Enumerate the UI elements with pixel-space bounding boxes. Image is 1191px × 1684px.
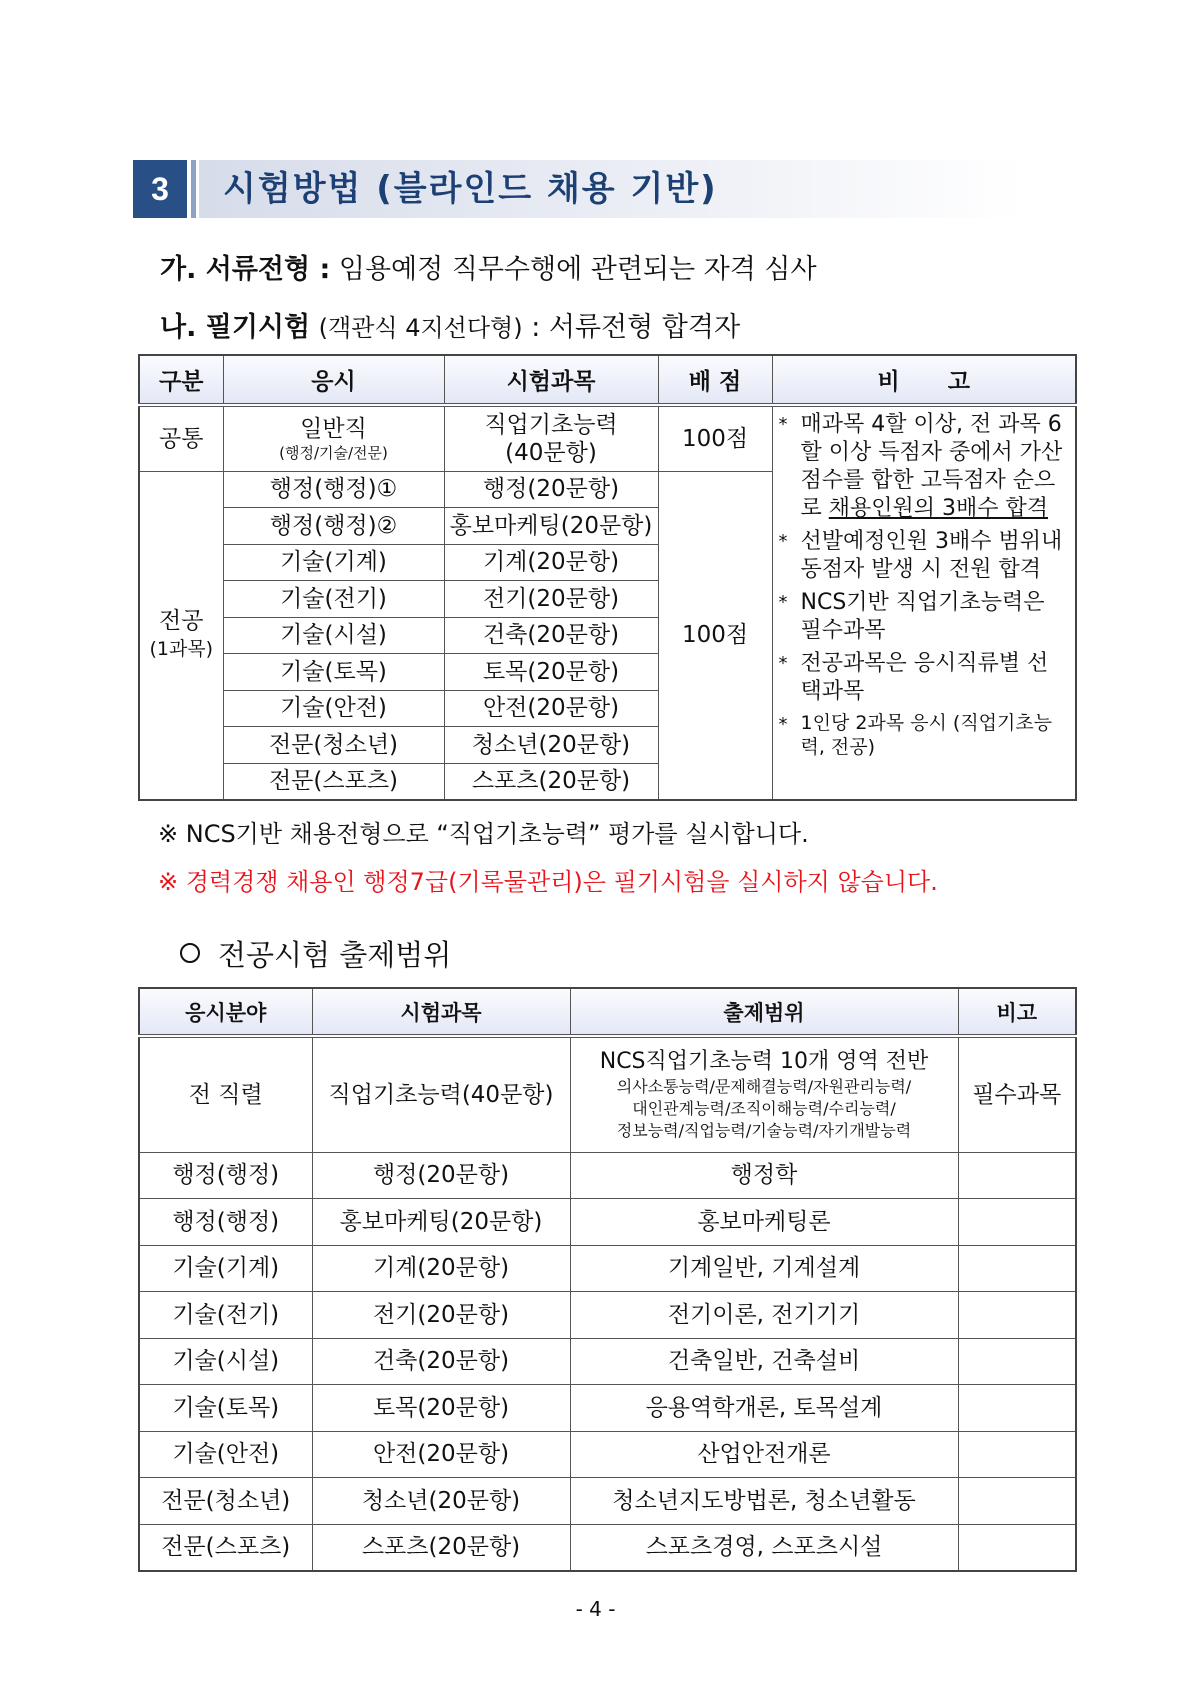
header-apply: 응시	[223, 355, 444, 405]
subject-cell: 안전(20문항)	[312, 1431, 570, 1478]
apply-cell: 행정(행정)①	[223, 471, 444, 508]
field-cell: 기술(토목)	[139, 1385, 312, 1432]
subject-cell: 스포츠(20문항)	[444, 763, 658, 800]
field-cell: 기술(시설)	[139, 1338, 312, 1385]
header-note: 비고	[958, 988, 1076, 1036]
apply-cell	[223, 405, 444, 471]
subject-subtext: (40문항)	[505, 439, 597, 466]
note-cell	[958, 1338, 1076, 1385]
apply-cell: 행정(행정)②	[223, 508, 444, 545]
category-text: 전공	[159, 608, 204, 634]
header-field: 응시분야	[139, 988, 312, 1036]
remark-exemption: ※ 경력경쟁 채용인 행정7급(기록물관리)은 필기시험을 실시하지 않습니다.	[158, 868, 938, 896]
note-text: 전공과목은 응시직류별 선택과목	[800, 651, 1049, 704]
note-text: 1인당 2과목 응시 (직업기초능력, 전공)	[800, 712, 1053, 758]
score-cell: 100점	[658, 471, 772, 800]
range-line: 의사소통능력/문제해결능력/자원관리능력/	[616, 1076, 912, 1096]
apply-subtext: (행정/기술/전문)	[279, 443, 388, 462]
subject-cell	[444, 405, 658, 471]
subject-cell: 행정(20문항)	[444, 471, 658, 508]
table-header-row	[139, 988, 1076, 1036]
note-cell	[958, 1152, 1076, 1199]
range-cell: 전기이론, 전기기기	[570, 1292, 958, 1339]
range-cell: 청소년지도방법론, 청소년활동	[570, 1478, 958, 1525]
document-screening-label: 가. 서류전형 :	[160, 254, 331, 285]
note-cell	[958, 1431, 1076, 1478]
table-row	[139, 1245, 1076, 1292]
apply-text: 일반직	[300, 415, 367, 442]
header-score: 배 점	[658, 355, 772, 405]
sub-heading	[180, 935, 451, 975]
table-row	[139, 1199, 1076, 1246]
apply-cell: 전문(스포츠)	[223, 763, 444, 800]
header-subject: 시험과목	[312, 988, 570, 1036]
written-exam-line	[160, 310, 740, 346]
field-cell: 전 직렬	[139, 1036, 312, 1152]
table-row	[139, 1338, 1076, 1385]
note-text: 선발예정인원 3배수 범위내 동점자 발생 시 전원 합격	[800, 529, 1063, 582]
section-divider	[191, 160, 196, 218]
range-cell: 기계일반, 기계설계	[570, 1245, 958, 1292]
note-item	[779, 589, 1070, 645]
remark-ncs: ※ NCS기반 채용전형으로 “직업기초능력” 평가를 실시합니다.	[158, 820, 809, 848]
document-screening-line	[160, 252, 817, 288]
subject-cell: 전기(20문항)	[444, 581, 658, 618]
range-cell: 스포츠경영, 스포츠시설	[570, 1524, 958, 1571]
subject-cell: 전기(20문항)	[312, 1292, 570, 1339]
note-item	[779, 650, 1070, 706]
subject-cell: 홍보마케팅(20문항)	[444, 508, 658, 545]
note-bullet: *	[778, 531, 788, 552]
apply-cell: 전문(청소년)	[223, 727, 444, 764]
note-underlined-text: 채용인원의 3배수 합격	[828, 496, 1049, 521]
note-cell	[958, 1245, 1076, 1292]
header-category: 구분	[139, 355, 223, 405]
table-row	[139, 1152, 1076, 1199]
note-item	[779, 711, 1070, 759]
table-row	[139, 405, 1076, 471]
subject-cell: 청소년(20문항)	[444, 727, 658, 764]
section-number: 3	[133, 160, 187, 218]
table-row	[139, 1478, 1076, 1525]
note-text: 매과목 4할 이상, 전 과목 6할 이상 득점자 중에서 가산점수를 합한 고득점자 순으로	[800, 412, 1063, 521]
note-cell	[958, 1292, 1076, 1339]
header-subject: 시험과목	[444, 355, 658, 405]
circle-bullet-icon	[180, 943, 200, 963]
note-cell	[958, 1199, 1076, 1246]
range-cell: 행정학	[570, 1152, 958, 1199]
apply-cell: 기술(시설)	[223, 617, 444, 654]
subject-cell: 건축(20문항)	[312, 1338, 570, 1385]
table-row	[139, 1431, 1076, 1478]
table-header-row	[139, 355, 1076, 405]
field-cell: 행정(행정)	[139, 1152, 312, 1199]
note-cell	[958, 1524, 1076, 1571]
field-cell: 기술(안전)	[139, 1431, 312, 1478]
category-subtext: (1과목)	[149, 638, 214, 660]
notes-cell	[772, 405, 1076, 800]
table-row	[139, 1385, 1076, 1432]
section-title: 시험방법 (블라인드 채용 기반)	[223, 169, 718, 209]
note-cell	[958, 1478, 1076, 1525]
subject-cell: 행정(20문항)	[312, 1152, 570, 1199]
note-cell	[958, 1385, 1076, 1432]
subject-text: 직업기초능력	[484, 411, 618, 438]
note-item	[779, 528, 1070, 584]
field-cell: 행정(행정)	[139, 1199, 312, 1246]
note-item	[779, 411, 1070, 523]
exam-scope-table	[138, 987, 1077, 1572]
subject-cell: 기계(20문항)	[312, 1245, 570, 1292]
field-cell: 기술(기계)	[139, 1245, 312, 1292]
note-cell: 필수과목	[958, 1036, 1076, 1152]
table-row	[139, 1036, 1076, 1152]
written-exam-type: (객관식 4지선다형)	[318, 314, 523, 342]
range-cell: 홍보마케팅론	[570, 1199, 958, 1246]
header-note: 비 고	[772, 355, 1076, 405]
apply-cell: 기술(전기)	[223, 581, 444, 618]
page-number: - 4 -	[575, 1597, 616, 1621]
table-row	[139, 1524, 1076, 1571]
field-cell: 기술(전기)	[139, 1292, 312, 1339]
apply-cell: 기술(기계)	[223, 544, 444, 581]
range-cell	[570, 1036, 958, 1152]
category-cell	[139, 471, 223, 800]
subject-cell: 청소년(20문항)	[312, 1478, 570, 1525]
written-exam-table	[138, 354, 1077, 801]
note-bullet: *	[778, 653, 788, 674]
subject-cell: 토목(20문항)	[444, 654, 658, 691]
apply-cell: 기술(토목)	[223, 654, 444, 691]
range-cell: 응용역학개론, 토목설계	[570, 1385, 958, 1432]
subject-cell: 기계(20문항)	[444, 544, 658, 581]
range-main: NCS직업기초능력 10개 영역 전반	[599, 1048, 929, 1074]
field-cell: 전문(청소년)	[139, 1478, 312, 1525]
written-exam-target: : 서류전형 합격자	[531, 312, 741, 343]
note-bullet: *	[778, 714, 788, 735]
note-bullet: *	[778, 414, 788, 435]
subject-cell: 안전(20문항)	[444, 690, 658, 727]
range-line: 정보능력/직업능력/기술능력/자기개발능력	[616, 1120, 912, 1140]
field-cell: 전문(스포츠)	[139, 1524, 312, 1571]
header-range: 출제범위	[570, 988, 958, 1036]
subject-cell: 홍보마케팅(20문항)	[312, 1199, 570, 1246]
table-row	[139, 1292, 1076, 1339]
apply-cell: 기술(안전)	[223, 690, 444, 727]
note-bullet: *	[778, 592, 788, 613]
category-cell: 공통	[139, 405, 223, 471]
sub-heading-text: 전공시험 출제범위	[218, 938, 452, 972]
range-line: 대인관계능력/조직이해능력/수리능력/	[632, 1098, 896, 1118]
written-exam-label: 나. 필기시험	[160, 312, 311, 343]
score-cell: 100점	[658, 405, 772, 471]
subject-cell: 스포츠(20문항)	[312, 1524, 570, 1571]
note-text: NCS기반 직업기초능력은 필수과목	[800, 590, 1045, 643]
document-screening-text: 임용예정 직무수행에 관련되는 자격 심사	[338, 254, 817, 285]
subject-cell: 직업기초능력(40문항)	[312, 1036, 570, 1152]
subject-cell: 건축(20문항)	[444, 617, 658, 654]
subject-cell: 토목(20문항)	[312, 1385, 570, 1432]
section-header	[133, 160, 1023, 220]
range-cell: 건축일반, 건축설비	[570, 1338, 958, 1385]
range-cell: 산업안전개론	[570, 1431, 958, 1478]
